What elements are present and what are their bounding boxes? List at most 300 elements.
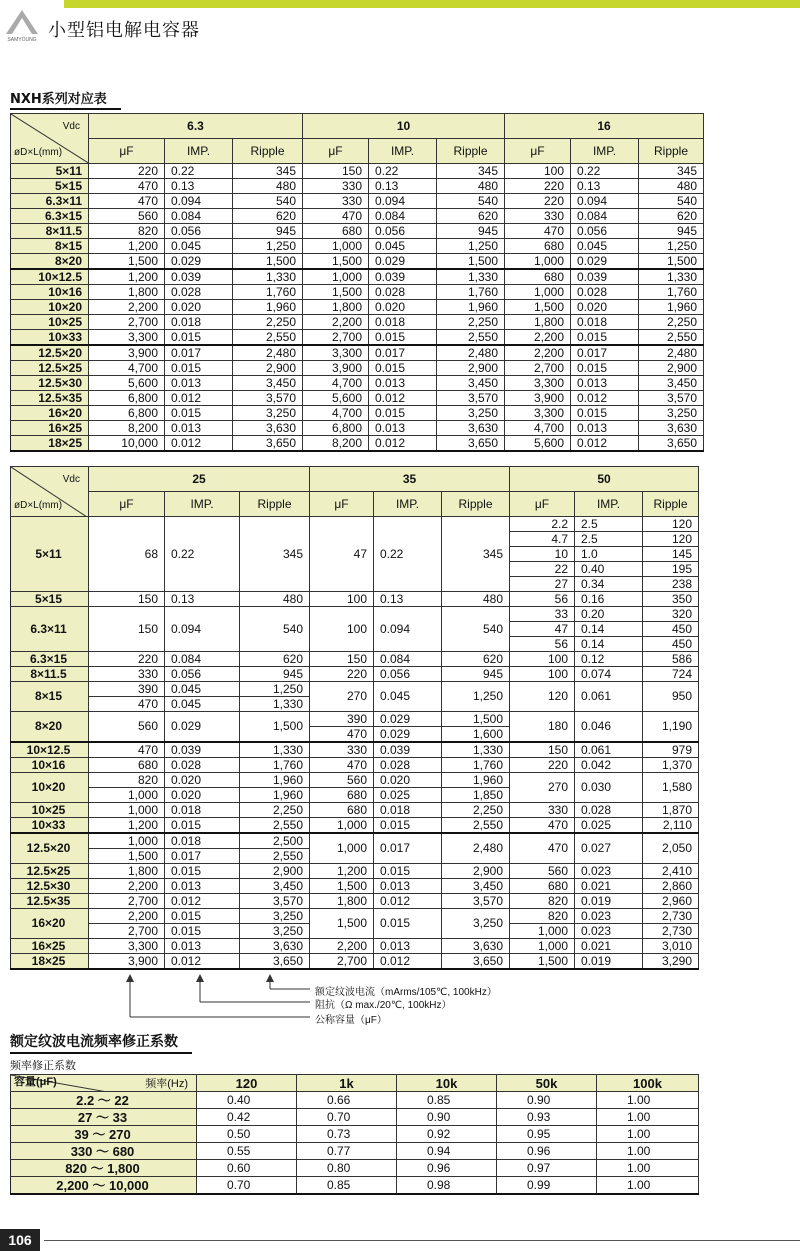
value-cell: 1,960 bbox=[437, 300, 505, 315]
size-cell: 12.5×35 bbox=[11, 894, 89, 909]
value-cell: 0.018 bbox=[165, 315, 233, 330]
value-cell: 10 bbox=[510, 547, 575, 562]
value-cell: 1,000 bbox=[303, 239, 369, 254]
size-cell: 10×12.5 bbox=[11, 742, 89, 758]
value-cell: 560 bbox=[310, 773, 374, 788]
value-cell: 0.045 bbox=[165, 697, 240, 712]
value-cell: 620 bbox=[442, 652, 510, 667]
value-cell: 2,250 bbox=[233, 315, 303, 330]
value-cell: 0.017 bbox=[165, 345, 233, 361]
value-cell: 2.2 bbox=[510, 517, 575, 532]
table-row bbox=[11, 224, 704, 239]
table-row bbox=[11, 607, 699, 622]
value-cell: 0.042 bbox=[575, 758, 643, 773]
value-cell: 0.028 bbox=[369, 285, 437, 300]
factor-cell: 0.95 bbox=[497, 1126, 597, 1143]
value-cell: 390 bbox=[310, 712, 374, 727]
value-cell: 2,200 bbox=[89, 300, 165, 315]
value-cell: 1,250 bbox=[442, 682, 510, 712]
value-cell: 0.015 bbox=[165, 361, 233, 376]
value-cell: 33 bbox=[510, 607, 575, 622]
value-cell: 1,760 bbox=[442, 758, 510, 773]
value-cell: 945 bbox=[437, 224, 505, 239]
value-cell: 2,250 bbox=[437, 315, 505, 330]
value-cell: 1,500 bbox=[437, 254, 505, 270]
value-cell: 1,870 bbox=[643, 803, 699, 818]
size-cell: 10×25 bbox=[11, 803, 89, 818]
value-cell: 2,550 bbox=[240, 849, 310, 864]
value-cell: 1,960 bbox=[240, 788, 310, 803]
value-cell: 100 bbox=[310, 607, 374, 652]
size-cell: 16×25 bbox=[11, 421, 89, 436]
value-cell: 3,650 bbox=[233, 436, 303, 452]
value-cell: 0.015 bbox=[165, 330, 233, 346]
table-row bbox=[11, 773, 699, 788]
table-row bbox=[11, 939, 699, 954]
value-cell: 2,900 bbox=[639, 361, 704, 376]
value-cell: 2,900 bbox=[233, 361, 303, 376]
table-row bbox=[11, 391, 704, 406]
table-row bbox=[11, 361, 704, 376]
value-cell: 3,570 bbox=[233, 391, 303, 406]
value-cell: 0.013 bbox=[374, 939, 442, 954]
value-cell: 1,500 bbox=[310, 879, 374, 894]
value-cell: 3,300 bbox=[89, 330, 165, 346]
value-cell: 0.12 bbox=[575, 652, 643, 667]
sub-header: IMP. bbox=[571, 139, 639, 164]
value-cell: 620 bbox=[639, 209, 704, 224]
size-cell: 16×20 bbox=[11, 909, 89, 939]
value-cell: 3,300 bbox=[89, 939, 165, 954]
value-cell: 68 bbox=[89, 517, 165, 592]
value-cell: 1,200 bbox=[89, 239, 165, 254]
table-row bbox=[11, 517, 699, 532]
value-cell: 1,200 bbox=[89, 818, 165, 834]
value-cell: 560 bbox=[89, 209, 165, 224]
value-cell: 0.029 bbox=[374, 727, 442, 743]
value-cell: 1,800 bbox=[505, 315, 571, 330]
value-cell: 2.5 bbox=[575, 517, 643, 532]
factor-cell: 0.96 bbox=[497, 1143, 597, 1160]
value-cell: 0.028 bbox=[571, 285, 639, 300]
size-cell: 5×11 bbox=[11, 164, 89, 179]
value-cell: 3,650 bbox=[437, 436, 505, 452]
value-cell: 2,480 bbox=[233, 345, 303, 361]
value-cell: 0.027 bbox=[575, 833, 643, 864]
size-cell: 12.5×25 bbox=[11, 361, 89, 376]
factor-cell: 0.93 bbox=[497, 1109, 597, 1126]
value-cell: 1,250 bbox=[240, 682, 310, 697]
sub-header: μF bbox=[505, 139, 571, 164]
size-cell: 12.5×25 bbox=[11, 864, 89, 879]
table-row bbox=[11, 285, 704, 300]
value-cell: 450 bbox=[643, 622, 699, 637]
capacity-range-cell: 820 ～ 1,800 bbox=[11, 1160, 197, 1177]
value-cell: 0.13 bbox=[374, 592, 442, 607]
value-cell: 2,550 bbox=[233, 330, 303, 346]
value-cell: 3,450 bbox=[240, 879, 310, 894]
value-cell: 2,200 bbox=[505, 345, 571, 361]
value-cell: 2,110 bbox=[643, 818, 699, 834]
value-cell: 0.061 bbox=[575, 682, 643, 712]
table-row bbox=[11, 254, 704, 270]
factor-cell: 0.94 bbox=[397, 1143, 497, 1160]
value-cell: 3,300 bbox=[505, 376, 571, 391]
value-cell: 220 bbox=[89, 164, 165, 179]
value-cell: 540 bbox=[639, 194, 704, 209]
value-cell: 0.13 bbox=[165, 592, 240, 607]
table-row bbox=[11, 406, 704, 421]
value-cell: 3,570 bbox=[437, 391, 505, 406]
value-cell: 150 bbox=[310, 652, 374, 667]
value-cell: 1,600 bbox=[442, 727, 510, 743]
value-cell: 0.084 bbox=[374, 652, 442, 667]
value-cell: 1,760 bbox=[437, 285, 505, 300]
table-row bbox=[11, 1092, 699, 1109]
table-row bbox=[11, 833, 699, 849]
value-cell: 1,000 bbox=[510, 924, 575, 939]
value-cell: 0.029 bbox=[374, 712, 442, 727]
value-cell: 3,630 bbox=[240, 939, 310, 954]
value-cell: 480 bbox=[240, 592, 310, 607]
freq-column-header: 100k bbox=[597, 1075, 699, 1092]
top-accent-bar bbox=[64, 0, 800, 8]
value-cell: 6,800 bbox=[89, 391, 165, 406]
value-cell: 1,500 bbox=[505, 300, 571, 315]
size-cell: 10×33 bbox=[11, 818, 89, 834]
page-number: 106 bbox=[0, 1229, 40, 1251]
value-cell: 1,370 bbox=[643, 758, 699, 773]
value-cell: 4,700 bbox=[303, 376, 369, 391]
sub-header: μF bbox=[89, 139, 165, 164]
factor-cell: 0.55 bbox=[197, 1143, 297, 1160]
value-cell: 0.039 bbox=[369, 269, 437, 285]
value-cell: 0.13 bbox=[165, 179, 233, 194]
value-cell: 945 bbox=[639, 224, 704, 239]
factor-cell: 1.00 bbox=[597, 1092, 699, 1109]
value-cell: 560 bbox=[89, 712, 165, 743]
value-cell: 3,570 bbox=[442, 894, 510, 909]
value-cell: 0.20 bbox=[575, 607, 643, 622]
factor-cell: 0.96 bbox=[397, 1160, 497, 1177]
value-cell: 47 bbox=[310, 517, 374, 592]
value-cell: 950 bbox=[643, 682, 699, 712]
table-row bbox=[11, 421, 704, 436]
value-cell: 220 bbox=[505, 179, 571, 194]
value-cell: 0.094 bbox=[571, 194, 639, 209]
value-cell: 100 bbox=[505, 164, 571, 179]
table-row bbox=[11, 818, 699, 834]
table-row bbox=[11, 164, 704, 179]
value-cell: 1,800 bbox=[303, 300, 369, 315]
value-cell: 820 bbox=[89, 224, 165, 239]
value-cell: 2,700 bbox=[310, 954, 374, 970]
value-cell: 145 bbox=[643, 547, 699, 562]
value-cell: 470 bbox=[89, 742, 165, 758]
value-cell: 0.34 bbox=[575, 577, 643, 592]
factor-cell: 0.97 bbox=[497, 1160, 597, 1177]
corner-bottom-label: øD×L(mm) bbox=[14, 147, 63, 158]
table-row bbox=[11, 803, 699, 818]
value-cell: 0.015 bbox=[571, 330, 639, 346]
size-cell: 5×15 bbox=[11, 179, 89, 194]
voltage-header: 6.3 bbox=[89, 114, 303, 139]
value-cell: 100 bbox=[510, 652, 575, 667]
value-cell: 0.14 bbox=[575, 637, 643, 652]
value-cell: 680 bbox=[505, 269, 571, 285]
value-cell: 3,300 bbox=[505, 406, 571, 421]
value-cell: 0.056 bbox=[165, 667, 240, 682]
value-cell: 330 bbox=[505, 209, 571, 224]
sub-header: IMP. bbox=[165, 139, 233, 164]
value-cell: 0.017 bbox=[165, 849, 240, 864]
value-cell: 270 bbox=[510, 773, 575, 803]
value-cell: 220 bbox=[310, 667, 374, 682]
value-cell: 0.045 bbox=[369, 239, 437, 254]
value-cell: 0.028 bbox=[575, 803, 643, 818]
value-cell: 220 bbox=[89, 652, 165, 667]
value-cell: 0.039 bbox=[165, 269, 233, 285]
value-cell: 1,250 bbox=[437, 239, 505, 254]
value-cell: 0.030 bbox=[575, 773, 643, 803]
value-cell: 1,800 bbox=[89, 864, 165, 879]
value-cell: 270 bbox=[310, 682, 374, 712]
value-cell: 2,730 bbox=[643, 924, 699, 939]
value-cell: 2,900 bbox=[442, 864, 510, 879]
value-cell: 0.039 bbox=[374, 742, 442, 758]
value-cell: 1,800 bbox=[89, 285, 165, 300]
value-cell: 0.013 bbox=[369, 376, 437, 391]
value-cell: 560 bbox=[510, 864, 575, 879]
value-cell: 0.015 bbox=[369, 361, 437, 376]
value-cell: 4.7 bbox=[510, 532, 575, 547]
value-cell: 2,700 bbox=[505, 361, 571, 376]
value-cell: 5,600 bbox=[505, 436, 571, 452]
value-cell: 0.094 bbox=[165, 607, 240, 652]
sub-header: μF bbox=[310, 492, 374, 517]
value-cell: 22 bbox=[510, 562, 575, 577]
value-cell: 0.13 bbox=[571, 179, 639, 194]
value-cell: 0.084 bbox=[571, 209, 639, 224]
value-cell: 6,800 bbox=[89, 406, 165, 421]
value-cell: 0.039 bbox=[571, 269, 639, 285]
factor-cell: 0.85 bbox=[397, 1092, 497, 1109]
corner-header-cell bbox=[11, 114, 89, 164]
table-row bbox=[11, 1177, 699, 1195]
value-cell: 540 bbox=[442, 607, 510, 652]
size-cell: 8×11.5 bbox=[11, 224, 89, 239]
value-cell: 1,200 bbox=[89, 269, 165, 285]
value-cell: 2,200 bbox=[89, 909, 165, 924]
value-cell: 0.013 bbox=[165, 376, 233, 391]
value-cell: 0.012 bbox=[165, 894, 240, 909]
value-cell: 1,960 bbox=[233, 300, 303, 315]
value-cell: 0.14 bbox=[575, 622, 643, 637]
table-row bbox=[11, 330, 704, 346]
value-cell: 2,550 bbox=[437, 330, 505, 346]
section-title-ripple-correction: 额定纹波电流频率修正系数 bbox=[10, 1031, 192, 1054]
value-cell: 0.012 bbox=[369, 391, 437, 406]
nxh-table-2 bbox=[10, 466, 699, 970]
value-cell: 0.012 bbox=[165, 391, 233, 406]
factor-cell: 0.60 bbox=[197, 1160, 297, 1177]
frequency-correction-table bbox=[10, 1074, 699, 1195]
table-row bbox=[11, 864, 699, 879]
value-cell: 3,300 bbox=[303, 345, 369, 361]
value-cell: 0.046 bbox=[575, 712, 643, 743]
freq-column-header: 50k bbox=[497, 1075, 597, 1092]
value-cell: 0.22 bbox=[369, 164, 437, 179]
value-cell: 56 bbox=[510, 592, 575, 607]
value-cell: 470 bbox=[89, 697, 165, 712]
table-row bbox=[11, 652, 699, 667]
value-cell: 470 bbox=[510, 833, 575, 864]
value-cell: 100 bbox=[510, 667, 575, 682]
factor-cell: 1.00 bbox=[597, 1109, 699, 1126]
value-cell: 3,250 bbox=[442, 909, 510, 939]
value-cell: 1.0 bbox=[575, 547, 643, 562]
value-cell: 100 bbox=[310, 592, 374, 607]
value-cell: 680 bbox=[510, 879, 575, 894]
value-cell: 2,700 bbox=[89, 315, 165, 330]
value-cell: 0.012 bbox=[369, 436, 437, 452]
value-cell: 0.017 bbox=[571, 345, 639, 361]
factor-cell: 0.66 bbox=[297, 1092, 397, 1109]
table-row bbox=[11, 909, 699, 924]
table-row bbox=[11, 879, 699, 894]
table-row bbox=[11, 315, 704, 330]
table-row bbox=[11, 954, 699, 970]
value-cell: 0.015 bbox=[165, 818, 240, 834]
value-cell: 2,900 bbox=[437, 361, 505, 376]
value-cell: 5,600 bbox=[89, 376, 165, 391]
value-cell: 1,000 bbox=[505, 254, 571, 270]
value-cell: 3,250 bbox=[233, 406, 303, 421]
value-cell: 6,800 bbox=[303, 421, 369, 436]
legend-annotation bbox=[120, 972, 540, 1032]
capacity-range-cell: 330 ～ 680 bbox=[11, 1143, 197, 1160]
value-cell: 0.020 bbox=[165, 773, 240, 788]
value-cell: 1,960 bbox=[240, 773, 310, 788]
value-cell: 0.045 bbox=[165, 682, 240, 697]
value-cell: 0.045 bbox=[165, 239, 233, 254]
value-cell: 0.013 bbox=[571, 376, 639, 391]
value-cell: 0.028 bbox=[165, 758, 240, 773]
value-cell: 0.045 bbox=[374, 682, 442, 712]
value-cell: 350 bbox=[643, 592, 699, 607]
value-cell: 3,650 bbox=[639, 436, 704, 452]
value-cell: 620 bbox=[437, 209, 505, 224]
value-cell: 680 bbox=[505, 239, 571, 254]
factor-cell: 0.92 bbox=[397, 1126, 497, 1143]
table-row bbox=[11, 894, 699, 909]
legend-impedance: 阻抗（Ω max./20℃, 100kHz） bbox=[315, 1000, 452, 1011]
value-cell: 0.018 bbox=[165, 803, 240, 818]
value-cell: 3,450 bbox=[639, 376, 704, 391]
value-cell: 0.018 bbox=[374, 803, 442, 818]
table-row bbox=[11, 300, 704, 315]
value-cell: 620 bbox=[233, 209, 303, 224]
size-cell: 18×25 bbox=[11, 954, 89, 970]
size-cell: 6.3×11 bbox=[11, 607, 89, 652]
value-cell: 680 bbox=[89, 758, 165, 773]
value-cell: 4,700 bbox=[505, 421, 571, 436]
voltage-header: 25 bbox=[89, 467, 310, 492]
value-cell: 820 bbox=[510, 909, 575, 924]
value-cell: 0.028 bbox=[165, 285, 233, 300]
value-cell: 945 bbox=[442, 667, 510, 682]
value-cell: 0.015 bbox=[374, 864, 442, 879]
value-cell: 1,000 bbox=[303, 269, 369, 285]
value-cell: 0.056 bbox=[369, 224, 437, 239]
value-cell: 620 bbox=[240, 652, 310, 667]
value-cell: 820 bbox=[510, 894, 575, 909]
value-cell: 220 bbox=[505, 194, 571, 209]
value-cell: 2,250 bbox=[442, 803, 510, 818]
value-cell: 0.045 bbox=[571, 239, 639, 254]
value-cell: 2,480 bbox=[437, 345, 505, 361]
sub-header: Ripple bbox=[643, 492, 699, 517]
value-cell: 0.22 bbox=[165, 517, 240, 592]
factor-cell: 1.00 bbox=[597, 1143, 699, 1160]
value-cell: 0.015 bbox=[165, 924, 240, 939]
value-cell: 480 bbox=[437, 179, 505, 194]
size-cell: 12.5×30 bbox=[11, 879, 89, 894]
value-cell: 0.084 bbox=[369, 209, 437, 224]
value-cell: 1,250 bbox=[639, 239, 704, 254]
value-cell: 680 bbox=[310, 788, 374, 803]
size-cell: 8×20 bbox=[11, 254, 89, 270]
value-cell: 470 bbox=[310, 727, 374, 743]
voltage-header: 50 bbox=[510, 467, 699, 492]
table-row bbox=[11, 1143, 699, 1160]
value-cell: 3,450 bbox=[442, 879, 510, 894]
value-cell: 330 bbox=[303, 194, 369, 209]
value-cell: 2,250 bbox=[639, 315, 704, 330]
value-cell: 1,000 bbox=[89, 788, 165, 803]
value-cell: 470 bbox=[303, 209, 369, 224]
size-cell: 8×15 bbox=[11, 239, 89, 254]
size-cell: 16×25 bbox=[11, 939, 89, 954]
size-cell: 10×16 bbox=[11, 758, 89, 773]
value-cell: 0.13 bbox=[369, 179, 437, 194]
value-cell: 1,760 bbox=[233, 285, 303, 300]
value-cell: 2,700 bbox=[89, 924, 165, 939]
value-cell: 330 bbox=[303, 179, 369, 194]
value-cell: 1,330 bbox=[240, 697, 310, 712]
value-cell: 3,630 bbox=[437, 421, 505, 436]
value-cell: 390 bbox=[89, 682, 165, 697]
value-cell: 1,960 bbox=[442, 773, 510, 788]
value-cell: 0.012 bbox=[374, 954, 442, 970]
value-cell: 0.013 bbox=[165, 939, 240, 954]
voltage-header: 16 bbox=[505, 114, 704, 139]
value-cell: 2,900 bbox=[240, 864, 310, 879]
capacity-range-cell: 39 ～ 270 bbox=[11, 1126, 197, 1143]
value-cell: 0.023 bbox=[575, 924, 643, 939]
freq-column-header: 10k bbox=[397, 1075, 497, 1092]
factor-cell: 0.40 bbox=[197, 1092, 297, 1109]
value-cell: 945 bbox=[233, 224, 303, 239]
value-cell: 0.012 bbox=[571, 391, 639, 406]
value-cell: 3,900 bbox=[89, 954, 165, 970]
value-cell: 0.020 bbox=[571, 300, 639, 315]
value-cell: 1,500 bbox=[240, 712, 310, 743]
value-cell: 0.017 bbox=[369, 345, 437, 361]
value-cell: 150 bbox=[510, 742, 575, 758]
sub-header: IMP. bbox=[374, 492, 442, 517]
value-cell: 1,000 bbox=[310, 818, 374, 834]
